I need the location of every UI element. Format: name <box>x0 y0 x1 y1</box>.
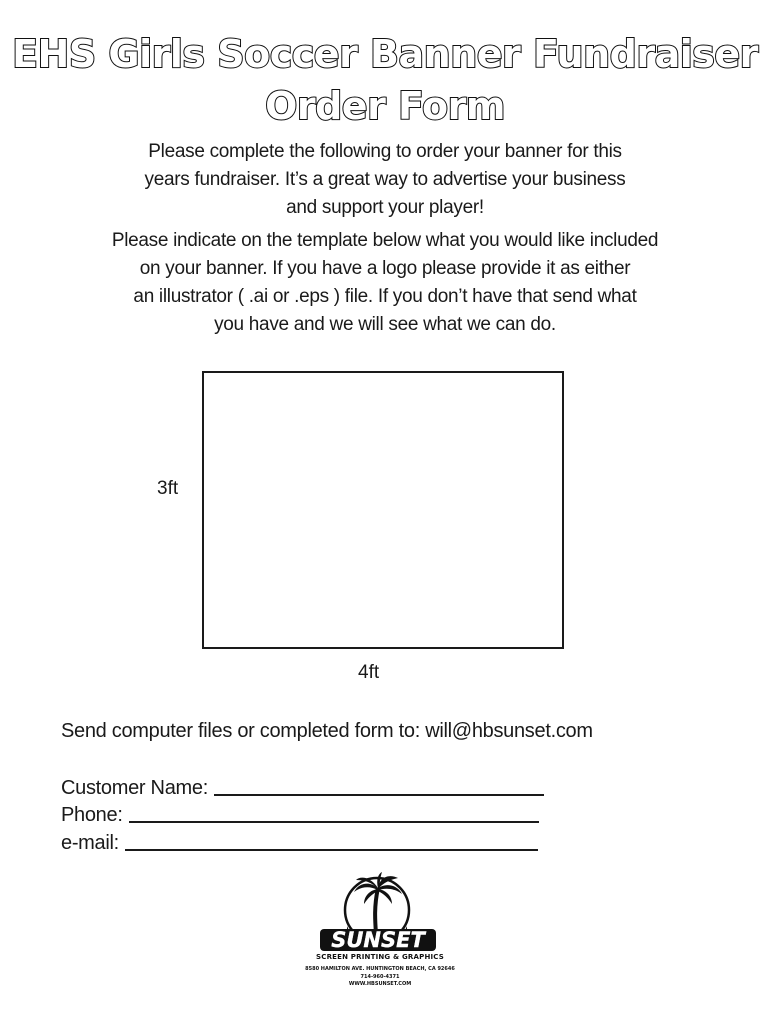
form-title-line-2: Order Form <box>265 84 505 128</box>
banner-height-label: 3ft <box>157 478 179 499</box>
logo-brand-text: SUNSET <box>331 928 425 952</box>
banner-template-box[interactable] <box>202 371 564 649</box>
email-field[interactable] <box>61 830 538 856</box>
instructions-line-1: Please indicate on the template below what you would like included <box>111 230 659 251</box>
phone-blank[interactable] <box>129 821 539 823</box>
sunset-logo <box>300 868 460 998</box>
intro-line-3: and support your player! <box>286 197 484 218</box>
logo-address: 8580 HAMILTON AVE. HUNTINGTON BEACH, CA 92646 <box>305 966 455 972</box>
send-files-instruction: Send computer files or completed form to: will@hbsunset.com <box>61 720 593 742</box>
banner-width-label: 4ft <box>358 662 380 683</box>
instructions-line-4: you have and we will see what we can do. <box>214 314 556 335</box>
logo-phone: 714-960-4371 <box>360 974 400 980</box>
instructions-paragraph <box>0 227 770 339</box>
instructions-line-3: an illustrator ( .ai or .eps ) file. If you don’t have that send what <box>133 286 637 307</box>
logo-website: WWW.HBSUNSET.COM <box>348 981 412 987</box>
customer-name-blank[interactable] <box>214 794 544 796</box>
intro-line-1: Please complete the following to order your banner for this <box>148 141 622 162</box>
intro-paragraph <box>0 138 770 222</box>
phone-label: Phone: <box>61 804 123 826</box>
instructions-line-2: on your banner. If you have a logo please provide it as either <box>139 258 631 279</box>
palm-tree-logo-icon <box>300 868 460 958</box>
customer-name-label: Customer Name: <box>61 777 208 799</box>
email-blank[interactable] <box>125 849 538 851</box>
email-label: e-mail: <box>61 832 119 854</box>
customer-name-field[interactable] <box>61 775 544 801</box>
logo-tagline: SCREEN PRINTING & GRAPHICS <box>315 953 445 961</box>
form-title-line-1: EHS Girls Soccer Banner Fundraiser <box>12 32 758 76</box>
intro-line-2: years fundraiser. It’s a great way to advertise your business <box>144 169 626 190</box>
phone-field[interactable] <box>61 802 539 828</box>
